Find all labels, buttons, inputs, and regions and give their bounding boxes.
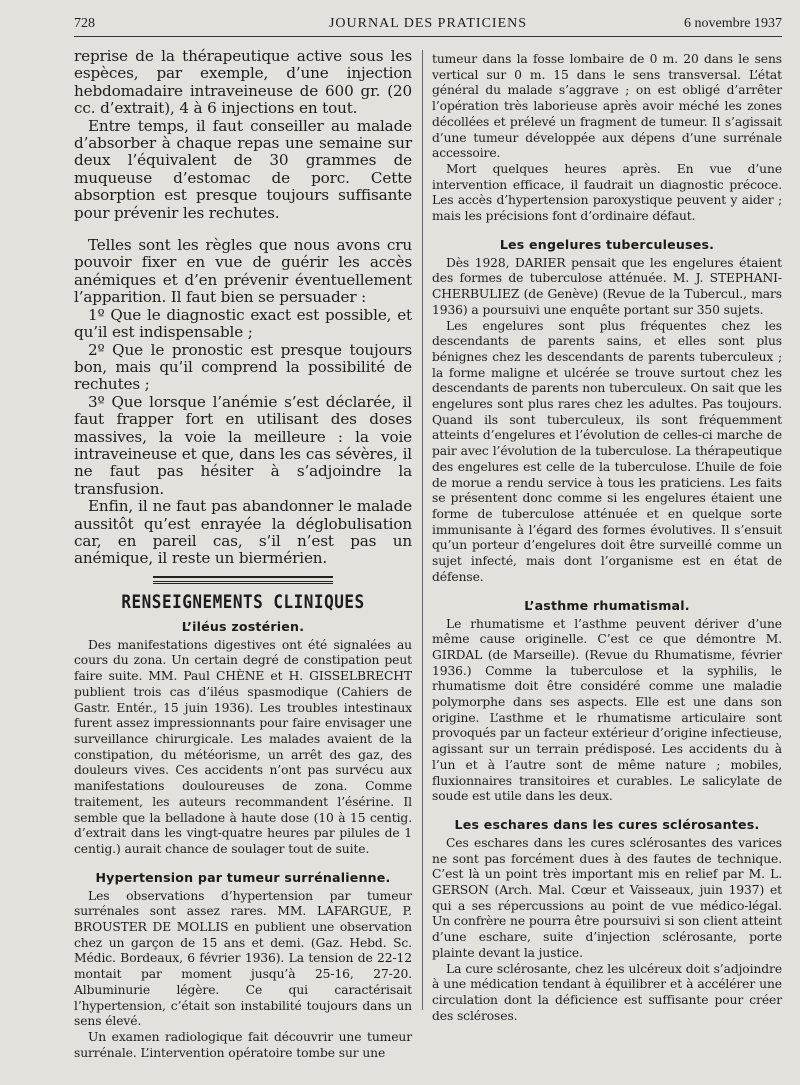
paragraph: Dès 1928, DARIER pensait que les engelures étaient des formes de tuberculose atténuée. M. J. STEPHANI-CHERBULIEZ (de Genève) (Revue de la Tubercul., mars 1936) a poursuivi une enquête portant sur 350 sujets. xyxy=(432,255,782,317)
section-rule xyxy=(153,576,333,582)
paragraph: Les engelures sont plus fréquentes chez les descendants de parents sains, et elles sont plus bénignes chez les descendants de parents tuberculeux ; la forme maligne et ulcérée se trouve surtout chez les descendants de parents non tuberculeux. On sait que les engelures sont plus rares chez les adultes. Pas toujours. Quand ils sont tuberculeux, ils sont fréquemment atteints d’engelures et l’évolution de celles-ci marche de pair avec l’évolution de la tuberculose. La thérapeutique des engelures est celle de la tuberculose. L’huile de foie de morue a rendu service à tous les praticiens. Les faits se présentent donc comme si les engelures étaient une forme de tuberculose atténuée et en quelque sorte immunisante à l’égard des formes évolutives. Il s’ensuit qu’un porteur d’engelures doit être surveillé comme un sujet infecté, mais dont l’organisme est en état de défense. xyxy=(432,318,782,584)
paragraph: Les observations d’hypertension par tumeur surrénales sont assez rares. MM. LAFARGUE, P. BROUSTER DE MOLLIS en publient une observation chez un garçon de 15 ans et demi. (Gaz. Hebd. Sc. Médic. Bordeaux, 6 février 1936). La tension de 22-12 montait par moment jusqu’à 25-16, 27-20. Albuminurie légère. Ce qui caractérisait l’hypertension, c’était son instabilité toujours dans un sens élevé. xyxy=(74,888,412,1029)
list-item: 2º Que le pronostic est presque toujours bon, mais qu’il comprend la possibilité de rechutes ; xyxy=(74,340,412,394)
paragraph: Mort quelques heures après. En vue d’une intervention efficace, il faudrait un diagnostic précoce. Les accès d’hypertension paroxystique peuvent y aider ; mais les précisions font d’ordinaire défaut. xyxy=(432,161,782,224)
issue-date: 6 novembre 1937 xyxy=(684,16,782,31)
paragraph: tumeur dans la fosse lombaire de 0 m. 20 dans le sens vertical sur 0 m. 15 dans le sens transversal. L’état général du malade s’aggrave ; on est obligé d’arrêter l’opération très laborieuse après avoir méché les zones décollées et prélevé un fragment de tumeur. Il s’agissait d’une tumeur développée aux dépens d’une surrénale accessoire. xyxy=(432,52,782,161)
paragraph: Des manifestations digestives ont été signalées au cours du zona. Un certain degré de constipation peut faire suite. MM. Paul CHÈNE et H. GISSELBRECHT publient trois cas d’iléus spasmodique (Cahiers de Gastr. Entér., 15 juin 1936). Les troubles intestinaux furent assez impressionnants pour faire envisager une surveillance chirurgicale. Les malades avaient de la constipation, du météorisme, un arrêt des gaz, des douleurs vives. Ces accidents n’ont pas survécu aux manifestations douloureuses de zona. Comme traitement, les auteurs recommandent l’ésérine. Il semble que la belladone à haute dose (10 à 15 centig. d’extrait dans les vingt-quatre heures par pilules de 1 centig.) aurait chance de soulager tout de suite. xyxy=(74,637,412,856)
paragraph: La cure sclérosante, chez les ulcéreux doit s’adjoindre à une médication tendant à équilibrer et à accélérer une circulation dont la déficience est suffisante pour créer des scléroses. xyxy=(432,961,782,1023)
clinical-notes xyxy=(74,619,412,1062)
section-rule xyxy=(153,583,333,584)
continued-article xyxy=(74,48,412,568)
paragraph: reprise de la thérapeutique active sous les espèces, par exemple, d’une injection hebdomadaire intraveineuse de 600 gr. (20 cc. d’extrait), 4 à 6 injections en tout. xyxy=(74,47,412,118)
page-number: 728 xyxy=(74,16,95,31)
paragraph: Le rhumatisme et l’asthme peuvent dériver d’une même cause originelle. C’est ce que démontre M. GIRDAL (de Marseille). (Revue du Rhumatisme, février 1936.) Comme la tuberculose et la syphilis, le rhumatisme doit être considéré comme une maladie polymorphe dans ses aspects. Elle est une dans son origine. L’asthme et le rhumatisme articulaire sont provoqués par un facteur extérieur d’origine infectieuse, agissant sur un terrain prédisposé. Les accidents du à l’un et à l’autre sont de même nature ; mobiles, fluxionnaires transitoires et curables. Le salicylate de soude est utile dans les deux. xyxy=(432,616,782,804)
article-title: Les engelures tuberculeuses. xyxy=(499,236,715,252)
journal-title: JOURNAL DES PRATICIENS xyxy=(328,16,528,31)
column-divider xyxy=(422,50,423,1010)
paragraph: Entre temps, il faut conseiller au malade d’absorber à chaque repas une semaine sur deux l’équivalent de 30 grammes de muqueuse d’estomac de porc. Cette absorption est presque toujours suffisante pour prévenir les rechutes. xyxy=(74,116,412,222)
article-title: Hypertension par tumeur surrénalienne. xyxy=(95,869,391,885)
article-title: Les eschares dans les cures sclérosantes. xyxy=(454,816,760,832)
list-item: 3º Que lorsque l’anémie s’est déclarée, il faut frapper fort en utilisant des doses massives, la voie la meilleure : la voie intraveineuse et que, dans les cas sévères, il ne faut pas hésiter à s’adjoindre la transfusion. xyxy=(74,392,412,498)
right-column xyxy=(432,52,782,1024)
article-title: L’asthme rhumatismal. xyxy=(524,597,690,613)
list-item: 1º Que le diagnostic exact est possible, et qu’il est indispensable ; xyxy=(74,305,412,342)
paragraph: Ces eschares dans les cures sclérosantes des varices ne sont pas forcément dues à des fautes de technique. C’est là un point très important mis en relief par M. L. GERSON (Arch. Mal. Cœur et Vaisseaux, juin 1937) et qui a ses répercussions au point de vue médico-légal. Un confrère ne pourra être poursuivi si son client atteint d’une eschare, suite d’injection sclérosante, porte plainte devant la justice. xyxy=(432,835,782,960)
section-title: RENSEIGNEMENTS CLINIQUES xyxy=(121,590,365,613)
page-header xyxy=(74,14,782,37)
clinical-notes-continued xyxy=(432,52,782,1024)
article-title: L’iléus zostérien. xyxy=(181,618,305,634)
left-column xyxy=(74,48,412,1061)
paragraph: Telles sont les règles que nous avons cru pouvoir fixer en vue de guérir les accès anémiques et d’en prévenir éventuellement l’apparition. Il faut bien se persuader : xyxy=(74,236,412,307)
paragraph: Enfin, il ne faut pas abandonner le malade aussitôt qu’est enrayée la déglobulisation car, en pareil cas, s’il n’est pas un anémique, il reste un biermérien. xyxy=(74,497,412,568)
paragraph: Un examen radiologique fait découvrir une tumeur surrénale. L’intervention opératoire tombe sur une xyxy=(74,1029,412,1060)
